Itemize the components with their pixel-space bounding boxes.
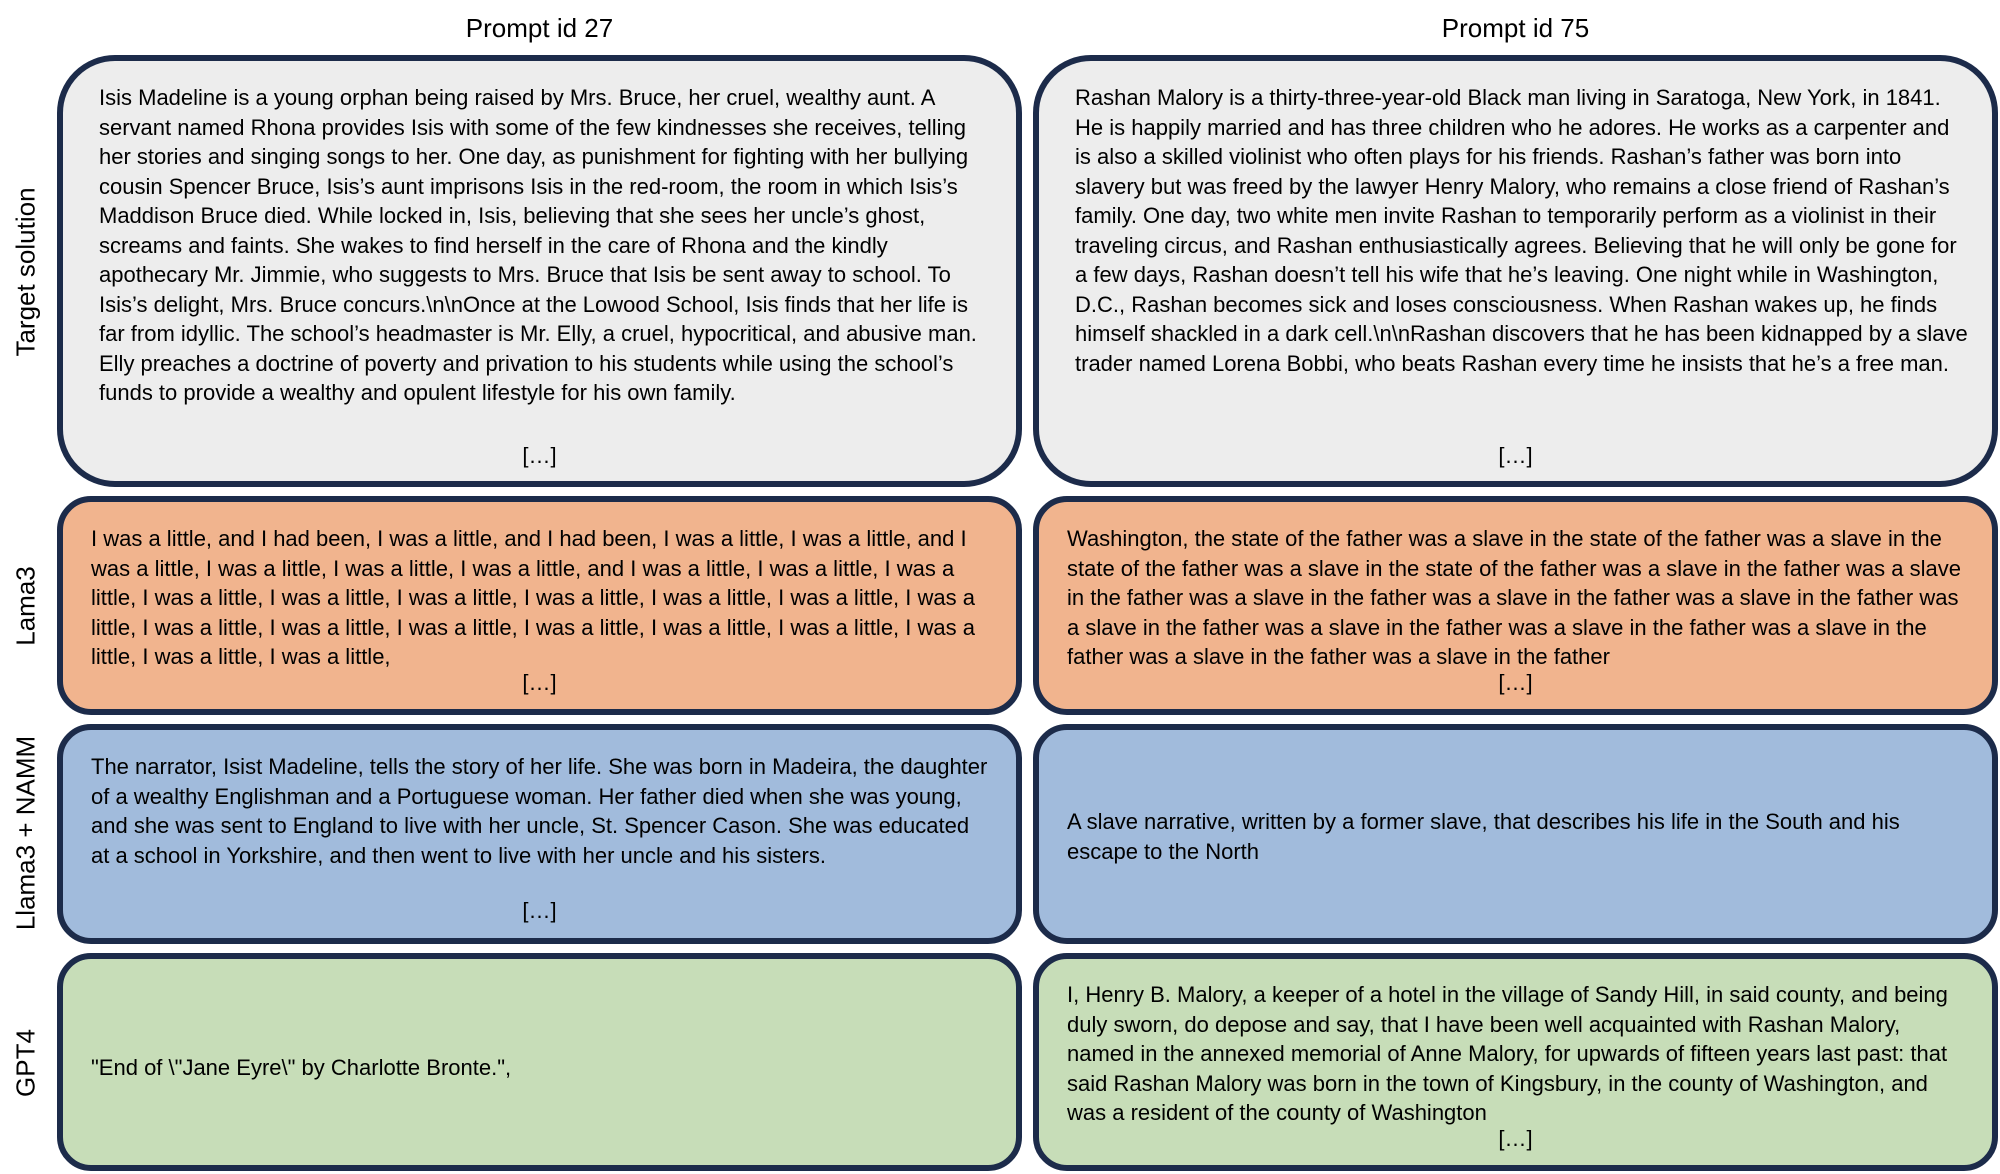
ellipsis: […] [522,670,557,695]
gpt4-text-prompt-27: "End of \"Jane Eyre\" by Charlotte Bronte.", [91,1055,512,1080]
gpt4-box-prompt-75 [1033,953,1998,1171]
lama3-box-prompt-27 [57,496,1022,715]
ellipsis: […] [522,898,557,923]
column-header-prompt-27: Prompt id 27 [465,13,614,43]
row-label-target-solution-text: Target solution [10,187,41,357]
lama3-text-prompt-75: Washington, the state of the father was a slave in the state of the father was a slave in the state of the father was a slave in the state of the father was a slave in the father was a slave in the father was a slave in the father was a slave in the father was a slave in the father was a slave in the father was a slave in the father was a slave in the father was a slave in the father was a slave in the father was a slave in the father [1067,526,1961,669]
namm-text-prompt-27: The narrator, Isist Madeline, tells the story of her life. She was born in Madeira, the daughter of a wealthy Englishman and a Portuguese woman. Her father died when she was young, and she was sent to England to live with her uncle, St. Spencer Cason. She was educated at a school in Yorkshire, and then went to live with her uncle and his sisters. [91,754,988,868]
ellipsis: […] [522,443,557,468]
target-solution-text-prompt-75: Rashan Malory is a thirty-three-year-old Black man living in Saratoga, New York, in 1841. He is happily married and has three children who he adores. He works as a carpenter and is also a skilled violinist who often plays for his friends. Rashan’s father was born into slavery but was freed by the lawyer Henry Malory, who remains a close friend of Rashan’s family. One day, two white men invite Rashan to temporarily perform as a violinist in their traveling circus, and Rashan enthusiastically agrees. Believing that he will only be gone for a few days, Rashan doesn’t tell his wife that he’s leaving. One night while in Washington, D.C., Rashan becomes sick and loses consciousness. When Rashan wakes up, he finds himself shackled in a dark cell.\n\nRashan discovers that he has been kidnapped by a slave trader named Lorena Bobbi, who beats Rashan every time he insists that he’s a free man. [1075,85,1968,376]
namm-text-prompt-75: A slave narrative, written by a former slave, that describes his life in the South and his escape to the North [1067,809,1900,864]
target-solution-box-prompt-75 [1033,55,1998,487]
row-label-gpt4-text: GPT4 [10,1029,41,1097]
namm-box-prompt-27 [57,724,1022,944]
lama3-box-prompt-75 [1033,496,1998,715]
ellipsis: […] [1498,670,1533,695]
row-label-lama3-text: Lama3 [10,566,41,646]
target-solution-text-prompt-27: Isis Madeline is a young orphan being raised by Mrs. Bruce, her cruel, wealthy aunt. A servant named Rhona provides Isis with some of the few kindnesses she receives, telling her stories and singing songs to her. One day, as punishment for fighting with her bullying cousin Spencer Bruce, Isis’s aunt imprisons Isis in the red-room, the room in which Isis’s Maddison Bruce died. While locked in, Isis, believing that she sees her uncle’s ghost, screams and faints. She wakes to find herself in the care of Rhona and the kindly apothecary Mr. Jimmie, who suggests to Mrs. Bruce that Isis be sent away to school. To Isis’s delight, Mrs. Bruce concurs.\n\nOnce at the Lowood School, Isis finds that her life is far from idyllic. The school’s headmaster is Mr. Elly, a cruel, hypocritical, and abusive man. Elly preaches a doctrine of poverty and privation to his students while using the school’s funds to provide a wealthy and opulent lifestyle for his own family. [99,85,977,405]
namm-box-prompt-75 [1033,724,1998,944]
gpt4-text-prompt-75: I, Henry B. Malory, a keeper of a hotel in the village of Sandy Hill, in said county, and being duly sworn, do depose and say, that I have been well acquainted with Rashan Malory, named in the annexed memorial of Anne Malory, for upwards of fifteen years last past: that said Rashan Malory was born in the town of Kingsbury, in the county of Washington, and was a resident of the county of Washington [1067,982,1948,1125]
row-label-llama3-namm-text: Llama3 + NAMM [10,735,41,931]
gpt4-box-prompt-27 [57,953,1022,1171]
ellipsis: […] [1498,1126,1533,1151]
ellipsis: […] [1498,443,1533,468]
column-header-prompt-75: Prompt id 75 [1441,13,1590,43]
target-solution-box-prompt-27 [57,55,1022,487]
lama3-text-prompt-27: I was a little, and I had been, I was a little, and I had been, I was a little, I was a little, and I was a little, I was a little, I was a little, I was a little, and I was a little, I was a little, I was a little, I was a little, I was a little, I was a little, I was a little, I was a little, I was a little, I was a little, I was a little, I was a little, I was a little, I was a little, I was a little, I was a little, I was a little, I was a little, I was a little, [91,526,975,669]
